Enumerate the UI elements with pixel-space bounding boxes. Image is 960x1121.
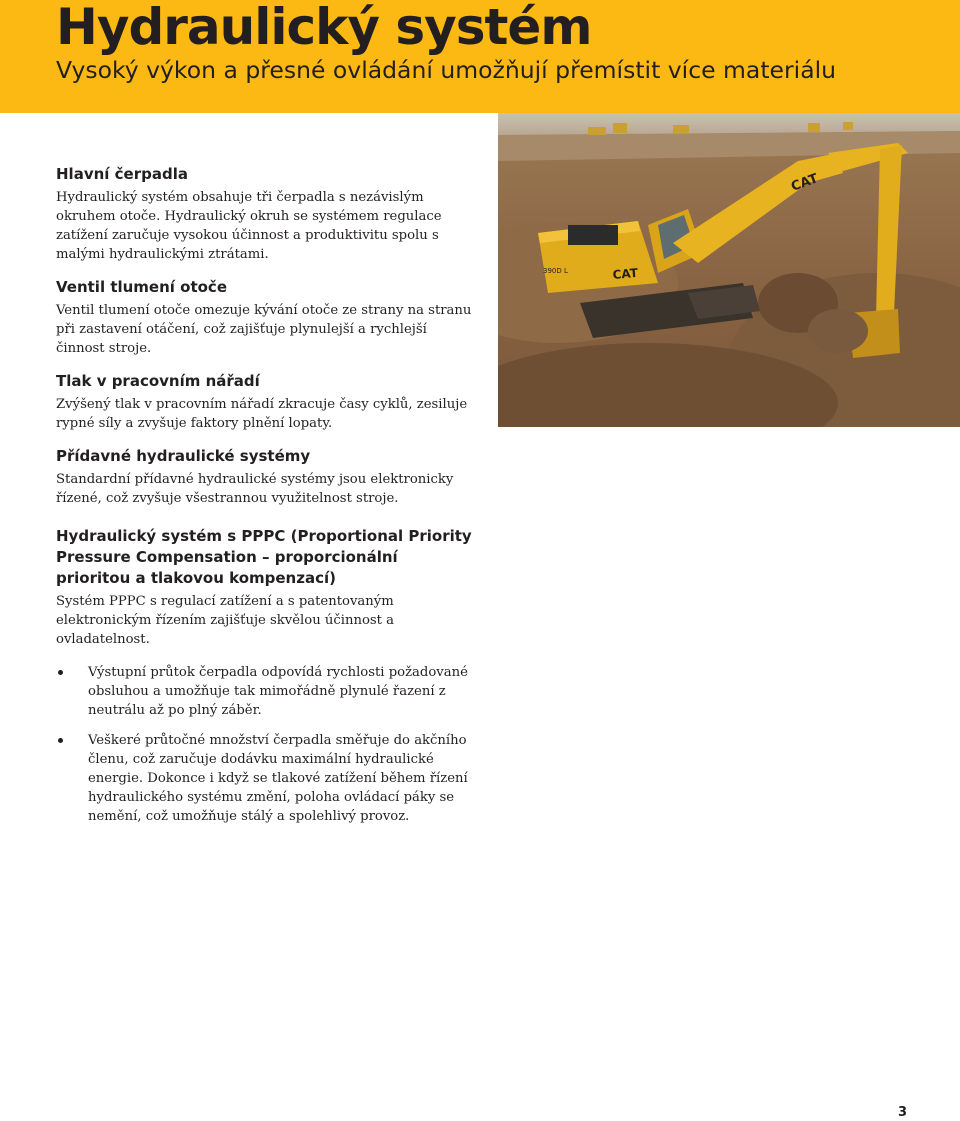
excavator-photo (498, 113, 960, 427)
bullet-list (56, 663, 476, 826)
section-auxiliary-hydraulics (56, 446, 476, 508)
svg-text:390D L: 390D L (543, 267, 568, 275)
bullet-icon (58, 738, 63, 743)
section-heading: Přídavné hydraulické systémy (56, 447, 311, 465)
section-pppc (56, 526, 476, 826)
page-title: Hydraulický systém (56, 0, 592, 56)
section-implement-pressure (56, 371, 476, 433)
section-body: Systém PPPC s regulací zatížení a s patentovaným elektronickým řízením zajišťuje skvělou účinnost a ovladatelnost. (56, 594, 395, 647)
text-column (56, 164, 476, 839)
svg-text:CAT: CAT (612, 265, 639, 282)
section-heading: Ventil tlumení otoče (56, 278, 227, 296)
section-heading: Tlak v pracovním nářadí (56, 372, 260, 390)
section-body: Hydraulický systém obsahuje tři čerpadla s nezávislým okruhem otoče. Hydraulický okruh se systémem regulace zatížení zaručuje vysokou účinnost a produktivitu spolu s malými hydraulickými ztrátami. (56, 190, 442, 262)
header-band (0, 0, 960, 113)
bullet-item (56, 663, 476, 720)
bullet-text: Výstupní průtok čerpadla odpovídá rychlosti požadované obsluhou a umožňuje tak mimořádně plynulé řazení z neutrálu až po plný záběr. (88, 665, 468, 718)
section-body: Standardní přídavné hydraulické systémy jsou elektronicky řízené, což zvyšuje všestrannou využitelnost stroje. (56, 472, 454, 506)
section-heading: Hlavní čerpadla (56, 165, 188, 183)
section-body: Ventil tlumení otoče omezuje kývání otoče ze strany na stranu při zastavení otáčení, což zajišťuje plynulejší a rychlejší činnost stroje. (56, 303, 472, 356)
section-swing-damping-valve (56, 277, 476, 358)
section-heading: Hydraulický systém s PPPC (Proportional Priority Pressure Compensation – proporcionální prioritou a tlakovou kompenzací) (56, 527, 472, 587)
page-number: 3 (898, 1105, 908, 1120)
bullet-item (56, 731, 476, 826)
section-body: Zvýšený tlak v pracovním nářadí zkracuje časy cyklů, zesiluje rypné síly a zvyšuje faktory plnění lopaty. (56, 397, 468, 431)
bullet-text: Veškeré průtočné množství čerpadla směřuje do akčního členu, což zaručuje dodávku maximální hydraulické energie. Dokonce i když se tlakové zatížení během řízení hydraulického systému změní, poloha ovládací páky se nemění, což umožňuje stálý a spolehlivý provoz. (88, 733, 468, 824)
page-subtitle: Vysoký výkon a přesné ovládání umožňují přemístit více materiálu (56, 56, 837, 84)
section-main-pumps (56, 164, 476, 264)
svg-text:CAT: CAT (789, 171, 821, 195)
bullet-icon (58, 670, 63, 675)
